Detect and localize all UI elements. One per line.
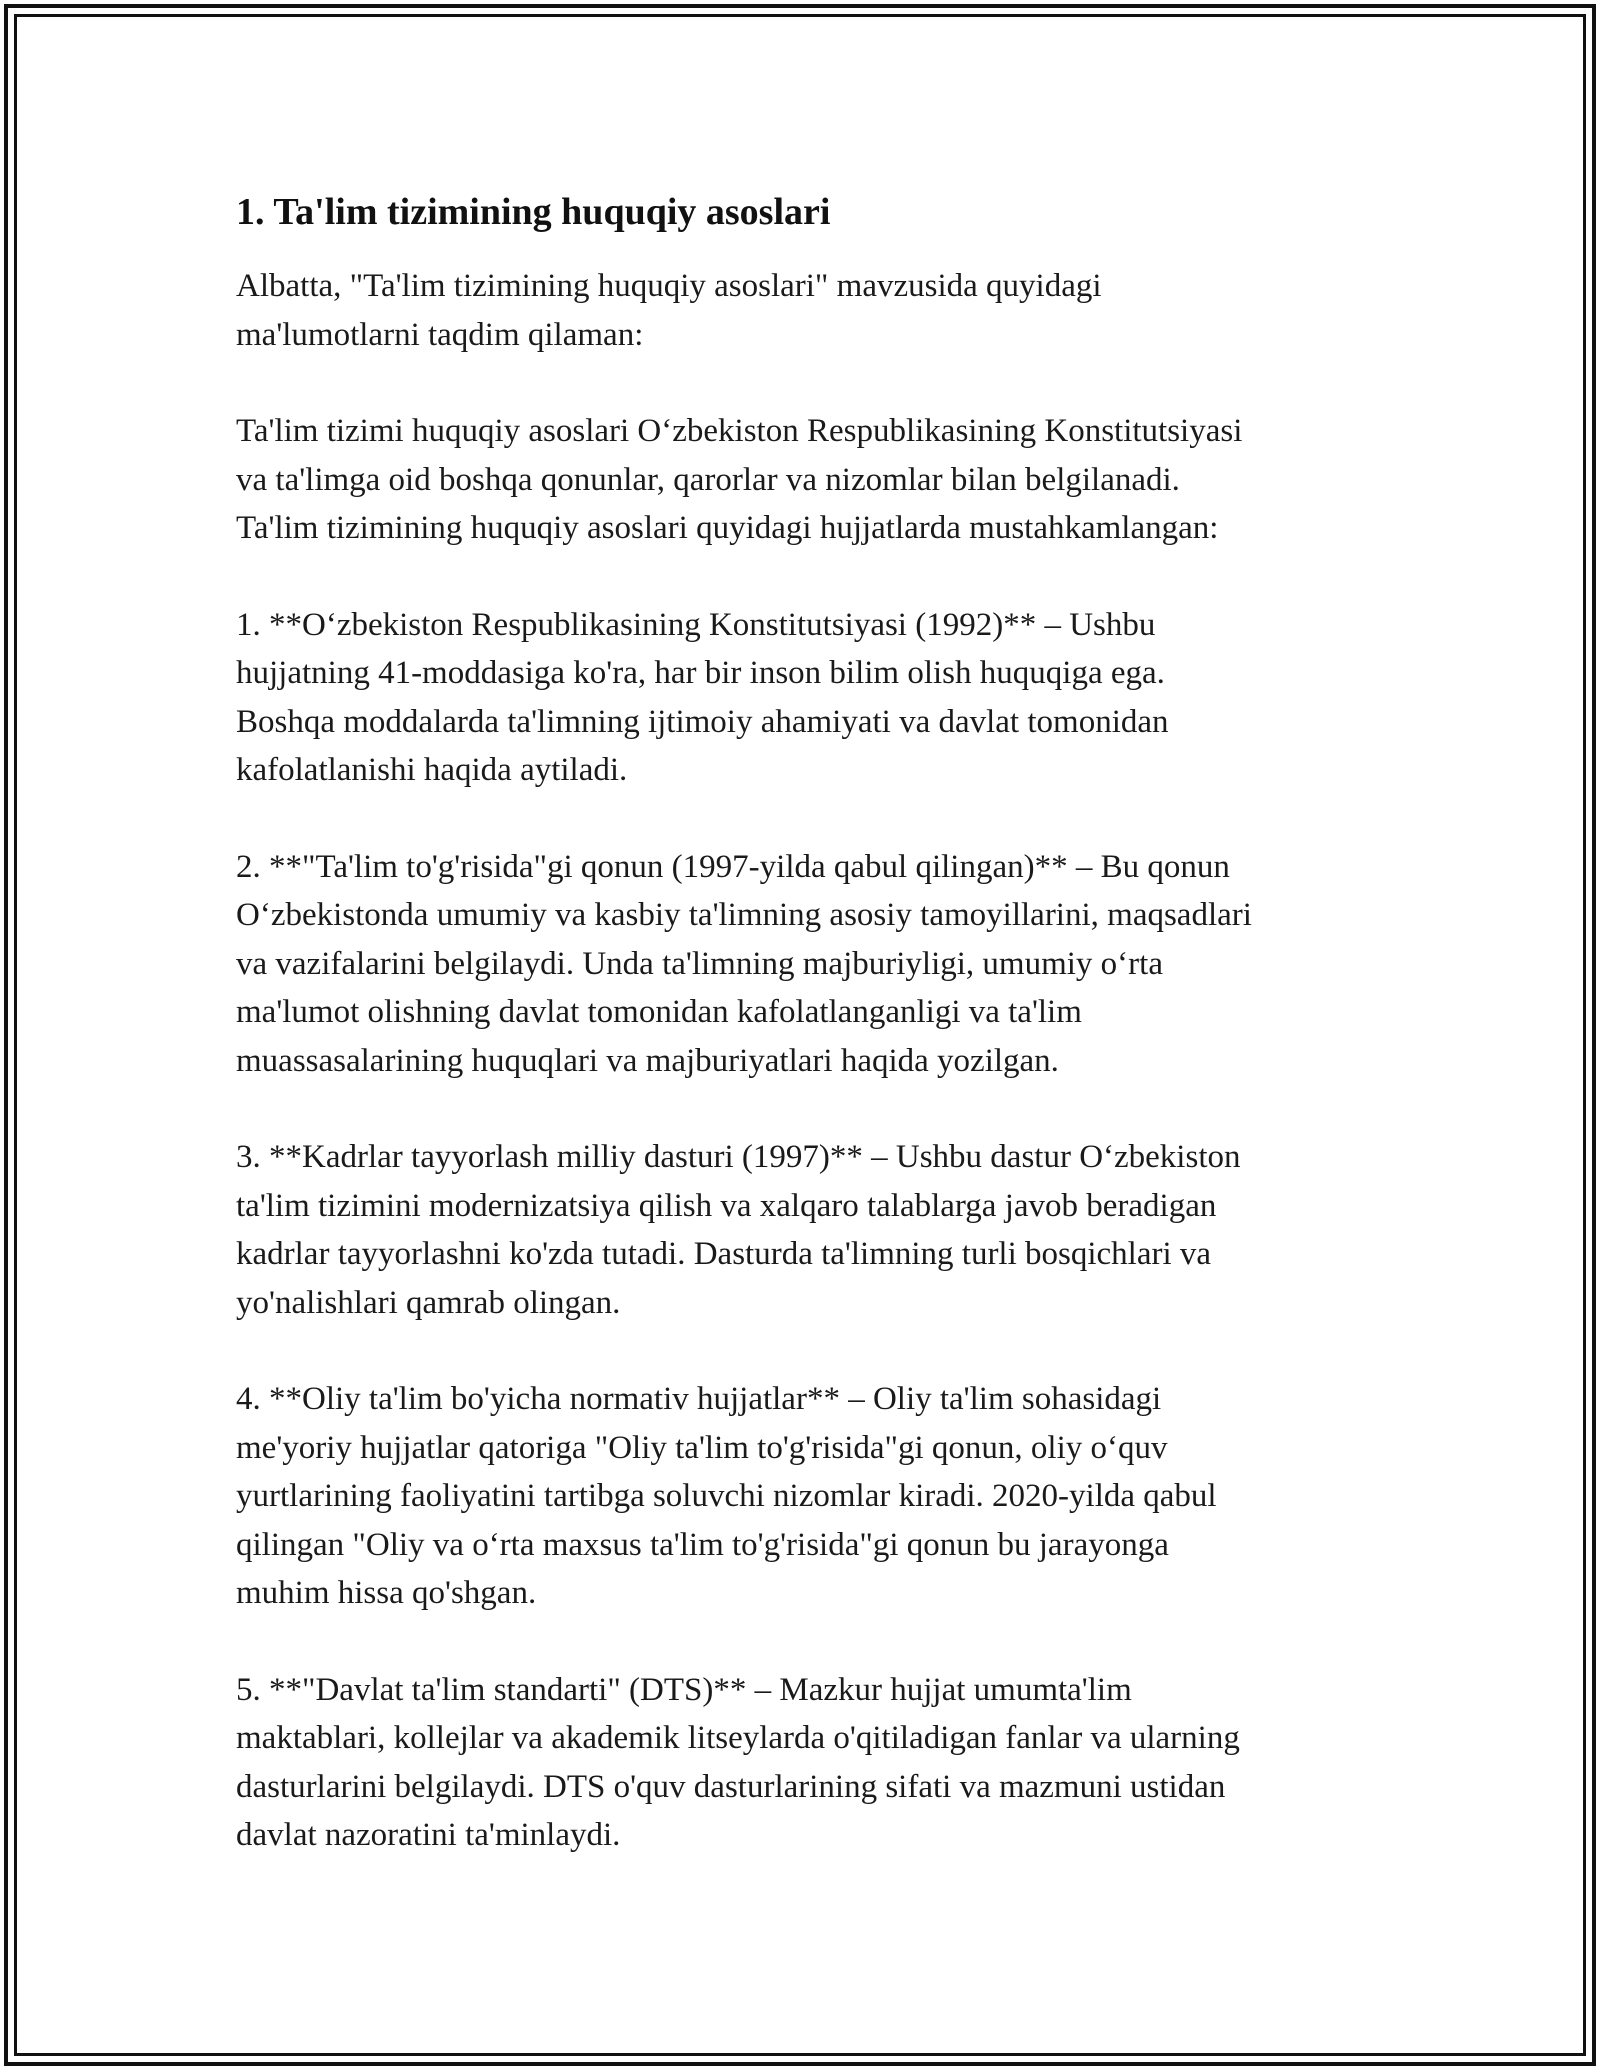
paragraph-overview: Ta'lim tizimi huquqiy asoslari O‘zbekiston Respublikasining Konstitutsiyasi va ta'limga oid boshqa qonunlar, qarorlar va nizomlar bilan belgilanadi. Ta'lim tizimining huquqiy asoslari quyidagi hujjatlarda mustahkamlangan: <box>236 413 1243 546</box>
paragraph-item-5: 5. **"Davlat ta'lim standarti" (DTS)** – Mazkur hujjat umumta'lim maktablari, kollejlar va akademik litseylarda o'qitiladigan fanlar va ularning dasturlarini belgilaydi. DTS o'quv dasturlarining sifati va mazmuni ustidan davlat nazoratini ta'minlaydi. <box>236 1671 1240 1853</box>
paragraph-item-4: 4. **Oliy ta'lim bo'yicha normativ hujjatlar** – Oliy ta'lim sohasidagi me'yoriy hujjatlar qatoriga "Oliy ta'lim to'g'risida"gi qonun, oliy o‘quv yurtlarining faoliyatini tartibga soluvchi nizomlar kiradi. 2020-yilda qabul qilingan "Oliy va o‘rta maxsus ta'lim to'g'risida"gi qonun bu jarayonga muhim hissa qo'shgan. <box>236 1381 1217 1611</box>
document-body <box>236 186 1376 1908</box>
paragraph-item-3: 3. **Kadrlar tayyorlash milliy dasturi (1997)** – Ushbu dastur O‘zbekiston ta'lim tizimini modernizatsiya qilish va xalqaro talablarga javob beradigan kadrlar tayyorlashni ko'zda tutadi. Dasturda ta'limning turli bosqichlari va yo'nalishlari qamrab olingan. <box>236 1139 1241 1321</box>
paragraph-item-1: 1. **O‘zbekiston Respublikasining Konstitutsiyasi (1992)** – Ushbu hujjatning 41-moddasiga ko'ra, har bir inson bilim olish huquqiga ega. Boshqa moddalarda ta'limning ijtimoiy ahamiyati va davlat tomonidan kafolatlanishi haqida aytiladi. <box>236 606 1169 788</box>
paragraph-item-2: 2. **"Ta'lim to'g'risida"gi qonun (1997-yilda qabul qilingan)** – Bu qonun O‘zbekistonda umumiy va kasbiy ta'limning asosiy tamoyillarini, maqsadlari va vazifalarini belgilaydi. Unda ta'limning majburiyligi, umumiy o‘rta ma'lumot olishning davlat tomonidan kafolatlanganligi va ta'lim muassasalarining huquqlari va majburiyatlari haqida yozilgan. <box>236 848 1252 1079</box>
paragraph-list <box>236 262 1376 1860</box>
document-title: 1. Ta'lim tizimining huquqiy asoslari <box>236 191 831 233</box>
paragraph-intro: Albatta, "Ta'lim tizimining huquqiy asoslari" mavzusida quyidagi ma'lumotlarni taqdim qilaman: <box>236 268 1102 353</box>
